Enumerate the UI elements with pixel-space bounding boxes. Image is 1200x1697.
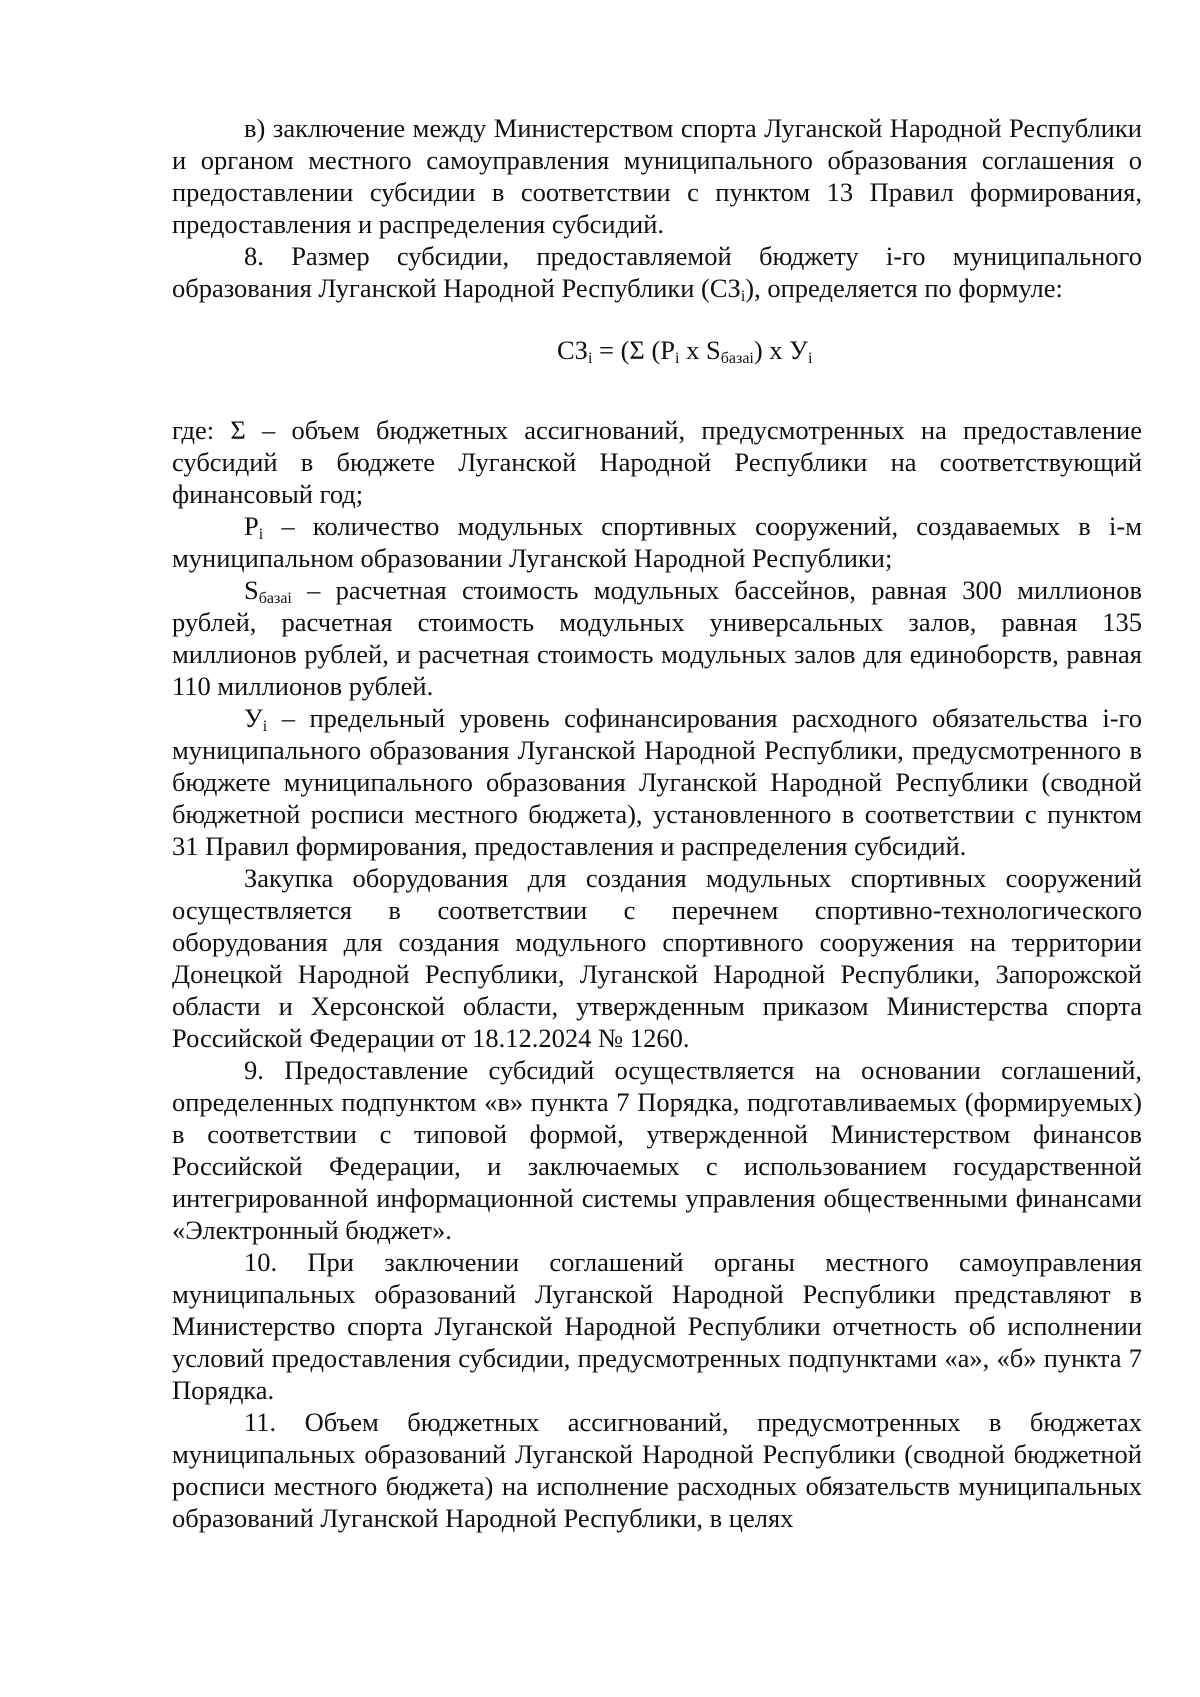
document-page	[172, 112, 1142, 1534]
paragraph-text: 8. Размер субсидии, предоставляемой бюджету i-го муниципального образования Луганской Народной Республики (СЗ	[172, 241, 1142, 303]
paragraph-pi-definition	[172, 510, 1142, 574]
paragraph-text: в) заключение между Министерством спорта Луганской Народной Республики и органом местного самоуправления муниципального образования соглашения о предоставлении субсидии в соответствии с пунктом 13 Правил формирования, предоставления и распределения субсидий.	[172, 113, 1142, 239]
paragraph-sbase-definition	[172, 574, 1142, 702]
paragraph-text: – предельный уровень софинансирования расходного обязательства i-го муниципального образования Луганской Народной Республики, предусмотренного в бюджете муниципального образования Луганской Народной Республики (сводной бюджетной росписи местного бюджета), установленного в соответствии с пунктом 31 Правил формирования, предоставления и распределения субсидий.	[172, 703, 1142, 861]
subscript: i	[675, 350, 680, 367]
paragraph-item-11	[172, 1406, 1142, 1534]
subscript: i	[258, 526, 264, 543]
paragraph-text: 11. Объем бюджетных ассигнований, предусмотренных в бюджетах муниципальных образований Луганской Народной Республики (сводной бюджетной росписи местного бюджета) на исполнение расходных обязательств муниципальных образований Луганской Народной Республики, в целях	[172, 1407, 1142, 1533]
subscript: i	[587, 350, 593, 367]
paragraph-equipment-purchase	[172, 862, 1142, 1054]
formula-text: ) x У	[753, 335, 808, 365]
paragraph-text: P	[244, 511, 259, 541]
paragraph-text: где: Σ – объем бюджетных ассигнований, предусмотренных на предоставление субсидий в бюджете Луганской Народной Республики на соответствующий финансовый год;	[172, 415, 1142, 509]
paragraph-item-9	[172, 1054, 1142, 1246]
paragraph-text: – расчетная стоимость модульных бассейнов, равная 300 миллионов рублей, расчетная стоимость модульных универсальных залов, равная 135 миллионов рублей, и расчетная стоимость модульных залов для единоборств, равная 110 миллионов рублей.	[172, 575, 1142, 701]
subscript: базаi	[720, 350, 754, 367]
paragraph-text: Закупка оборудования для создания модульных спортивных сооружений осуществляется в соответствии с перечнем спортивно-технологического оборудования для создания модульного спортивного сооружения на территории Донецкой Народной Республики, Луганской Народной Республики, Запорожской области и Херсонской области, утвержденным приказом Министерства спорта Российской Федерации от 18.12.2024 № 1260.	[172, 863, 1142, 1053]
paragraph-text: 10. При заключении соглашений органы местного самоуправления муниципальных образований Луганской Народной Республики представляют в Министерство спорта Луганской Народной Республики отчетность об исполнении условий предоставления субсидии, предусмотренных подпунктами «а», «б» пункта 7 Порядка.	[172, 1247, 1142, 1405]
subscript: i	[740, 288, 746, 305]
paragraph-item-8	[172, 240, 1142, 304]
paragraph-text: – количество модульных спортивных сооружений, создаваемых в i-м муниципальном образовании Луганской Народной Республики;	[172, 511, 1142, 573]
formula-text: = (Σ (P	[592, 335, 676, 365]
paragraph-text: ), определяется по формуле:	[745, 273, 1063, 303]
paragraph-item-10	[172, 1246, 1142, 1406]
paragraph-text: S	[244, 575, 259, 605]
formula-block	[172, 304, 1142, 414]
paragraph-subitem-v	[172, 112, 1142, 240]
formula	[557, 334, 812, 366]
paragraph-text: У	[244, 703, 263, 733]
paragraph-ui-definition	[172, 702, 1142, 862]
formula-text: x S	[679, 335, 721, 365]
subscript: базаi	[258, 590, 292, 607]
paragraph-where-sigma	[172, 414, 1142, 510]
paragraph-text: 9. Предоставление субсидий осуществляется на основании соглашений, определенных подпунктом «в» пункта 7 Порядка, подготавливаемых (формируемых) в соответствии с типовой формой, утвержденной Министерством финансов Российской Федерации, и заключаемых с использованием государственной интегрированной информационной системы управления общественными финансами «Электронный бюджет».	[172, 1055, 1142, 1245]
formula-text: СЗ	[557, 335, 588, 365]
subscript: i	[807, 350, 813, 367]
subscript: i	[262, 718, 268, 735]
